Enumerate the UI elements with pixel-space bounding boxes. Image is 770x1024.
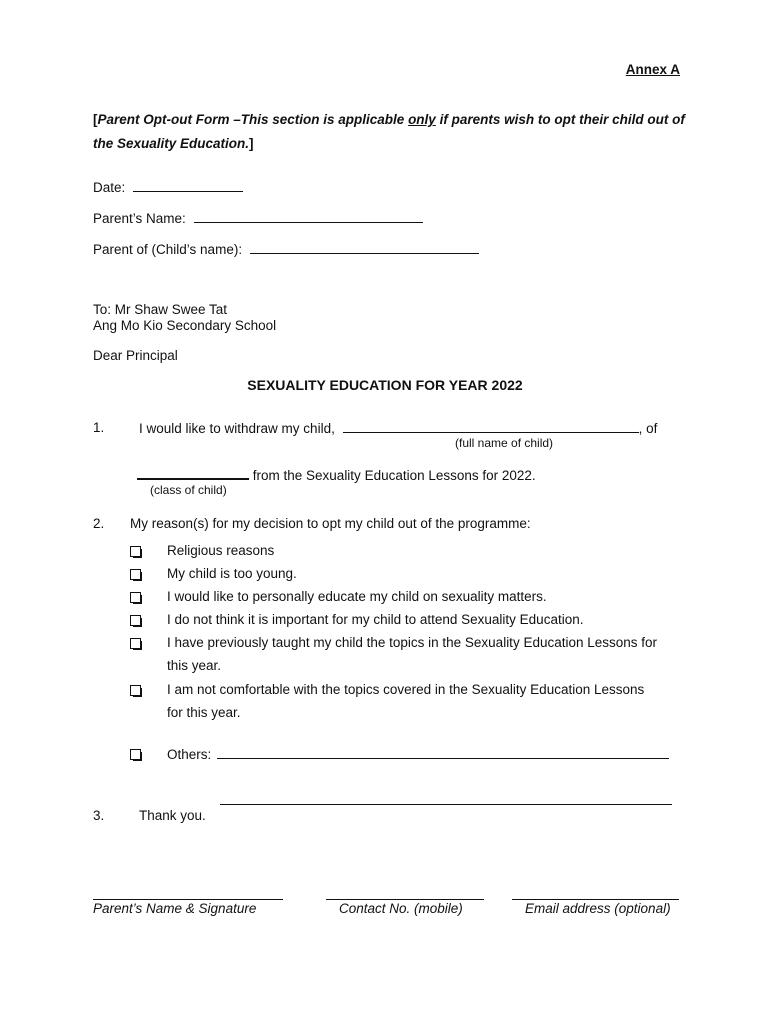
checkbox-icon[interactable] bbox=[130, 749, 141, 760]
date-label: Date: bbox=[93, 180, 126, 195]
checkbox-icon[interactable] bbox=[130, 569, 141, 580]
item3-text: Thank you. bbox=[139, 808, 206, 823]
parent-signature-line[interactable] bbox=[93, 899, 283, 900]
child-name-label: Parent of (Child’s name): bbox=[93, 242, 243, 257]
checkbox-others[interactable] bbox=[130, 748, 141, 763]
intro-note bbox=[93, 108, 693, 156]
item2-text: My reason(s) for my decision to opt my child out of the programme: bbox=[130, 516, 531, 531]
checkbox-too-young[interactable] bbox=[130, 568, 141, 583]
checkbox-previously-taught[interactable] bbox=[130, 637, 141, 652]
item1-text: I would like to withdraw my child, bbox=[139, 421, 335, 436]
item1-of: , of bbox=[638, 421, 658, 436]
parent-signature-label: Parent’s Name & Signature bbox=[93, 901, 257, 916]
checkbox-icon[interactable] bbox=[130, 546, 141, 557]
item2-number: 2. bbox=[93, 516, 105, 531]
contact-label: Contact No. (mobile) bbox=[339, 901, 463, 916]
parent-name-label: Parent’s Name: bbox=[93, 211, 186, 226]
parent-name-blank[interactable] bbox=[194, 210, 423, 223]
others-blank-2[interactable] bbox=[220, 804, 672, 805]
checkbox-not-important[interactable] bbox=[130, 614, 141, 629]
full-name-blank[interactable] bbox=[343, 420, 639, 433]
class-line[interactable] bbox=[137, 466, 536, 483]
class-caption: (class of child) bbox=[150, 483, 227, 497]
checkbox-not-comfortable[interactable] bbox=[130, 684, 141, 699]
item1-line[interactable] bbox=[139, 420, 657, 436]
intro-open-bracket: [ bbox=[93, 112, 98, 127]
item3-number: 3. bbox=[93, 808, 105, 823]
checkbox-icon[interactable] bbox=[130, 615, 141, 626]
salutation: Dear Principal bbox=[93, 348, 178, 363]
option-previously-taught-cont: this year. bbox=[167, 658, 222, 673]
checkbox-icon[interactable] bbox=[130, 592, 141, 603]
date-field[interactable] bbox=[93, 179, 243, 195]
item1-from-text: from the Sexuality Education Lessons for 2022. bbox=[252, 468, 536, 483]
intro-only: only bbox=[408, 112, 436, 127]
full-name-caption: (full name of child) bbox=[455, 436, 554, 450]
addressee: To: Mr Shaw Swee Tat bbox=[93, 302, 228, 317]
option-too-young: My child is too young. bbox=[167, 566, 297, 581]
contact-line[interactable] bbox=[326, 899, 484, 900]
school-name: Ang Mo Kio Secondary School bbox=[93, 318, 277, 333]
email-label: Email address (optional) bbox=[525, 901, 671, 916]
item1-number: 1. bbox=[93, 420, 105, 435]
option-not-important: I do not think it is important for my child to attend Sexuality Education. bbox=[167, 612, 584, 627]
checkbox-icon[interactable] bbox=[130, 685, 141, 696]
child-name-field[interactable] bbox=[93, 241, 479, 257]
checkbox-icon[interactable] bbox=[130, 638, 141, 649]
option-personally-educate: I would like to personally educate my child on sexuality matters. bbox=[167, 589, 547, 604]
class-blank[interactable] bbox=[137, 466, 249, 480]
date-blank[interactable] bbox=[133, 179, 243, 192]
annex-label: Annex A bbox=[625, 62, 680, 77]
child-name-blank[interactable] bbox=[250, 241, 479, 254]
checkbox-religious[interactable] bbox=[130, 545, 141, 560]
intro-part2: if parents wish to opt their child out of the Sexuality Education. bbox=[93, 112, 685, 151]
others-field[interactable] bbox=[167, 746, 669, 762]
others-blank-1[interactable] bbox=[217, 746, 669, 759]
email-line[interactable] bbox=[512, 899, 679, 900]
option-not-comfortable-cont: for this year. bbox=[167, 705, 241, 720]
option-others: Others: bbox=[167, 747, 212, 762]
parent-name-field[interactable] bbox=[93, 210, 423, 226]
option-previously-taught: I have previously taught my child the topics in the Sexuality Education Lessons for bbox=[167, 635, 658, 650]
form-heading: SEXUALITY EDUCATION FOR YEAR 2022 bbox=[247, 377, 523, 393]
option-religious: Religious reasons bbox=[167, 543, 275, 558]
intro-part1: Parent Opt-out Form –This section is applicable bbox=[97, 112, 409, 127]
checkbox-personally-educate[interactable] bbox=[130, 591, 141, 606]
intro-close-bracket: ] bbox=[249, 136, 254, 151]
option-not-comfortable: I am not comfortable with the topics covered in the Sexuality Education Lessons bbox=[167, 682, 645, 697]
